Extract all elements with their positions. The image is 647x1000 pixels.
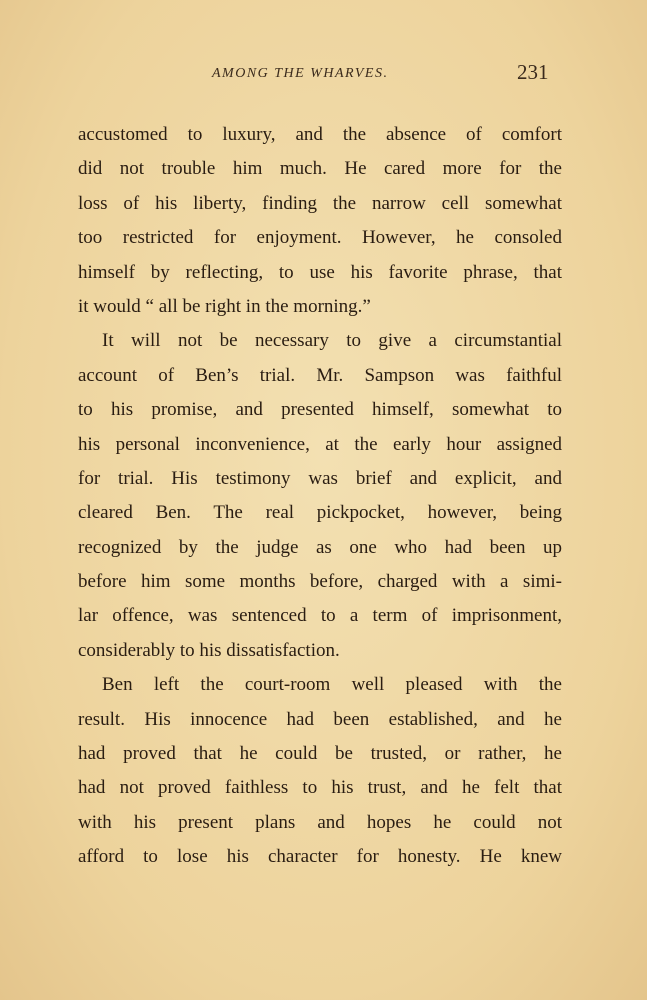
text-line: cleared Ben. The real pickpocket, however, being xyxy=(78,502,562,524)
text-line: considerably to his dissatisfaction. xyxy=(78,639,340,661)
text-line: before him some months before, charged with a simi- xyxy=(78,571,562,593)
text-line: it would “ all be right in the morning.” xyxy=(78,295,371,317)
text-line: afford to lose his character for honesty. He knew xyxy=(78,846,562,868)
text-line: result. His innocence had been established, and he xyxy=(78,708,562,730)
text-line: accustomed to luxury, and the absence of comfort xyxy=(78,124,562,145)
text-line: recognized by the judge as one who had been up xyxy=(78,536,562,558)
text-line: It will not be necessary to give a circumstantial xyxy=(102,330,562,352)
body-text xyxy=(78,118,562,875)
text-line: did not trouble him much. He cared more for the xyxy=(78,158,562,180)
text-line: for trial. His testimony was brief and explicit, and xyxy=(78,467,562,489)
text-line: lar offence, was sentenced to a term of imprisonment, xyxy=(78,605,562,627)
text-line: account of Ben’s trial. Mr. Sampson was faithful xyxy=(78,364,562,386)
text-line: to his promise, and presented himself, somewhat to xyxy=(78,399,562,421)
page-number: 231 xyxy=(517,60,549,84)
text-line: had proved that he could be trusted, or rather, he xyxy=(78,743,562,765)
text-line: too restricted for enjoyment. However, he consoled xyxy=(78,227,562,249)
text-line: with his present plans and hopes he could not xyxy=(78,811,562,833)
running-head: AMONG THE WHARVES. xyxy=(212,66,389,81)
text-line: had not proved faithless to his trust, and he felt that xyxy=(78,777,562,799)
text-line: loss of his liberty, finding the narrow cell somewhat xyxy=(78,192,562,214)
text-line: himself by reflecting, to use his favorite phrase, that xyxy=(78,261,562,283)
text-line: Ben left the court-room well pleased with the xyxy=(102,674,562,696)
text-line: his personal inconvenience, at the early hour assigned xyxy=(78,433,562,455)
